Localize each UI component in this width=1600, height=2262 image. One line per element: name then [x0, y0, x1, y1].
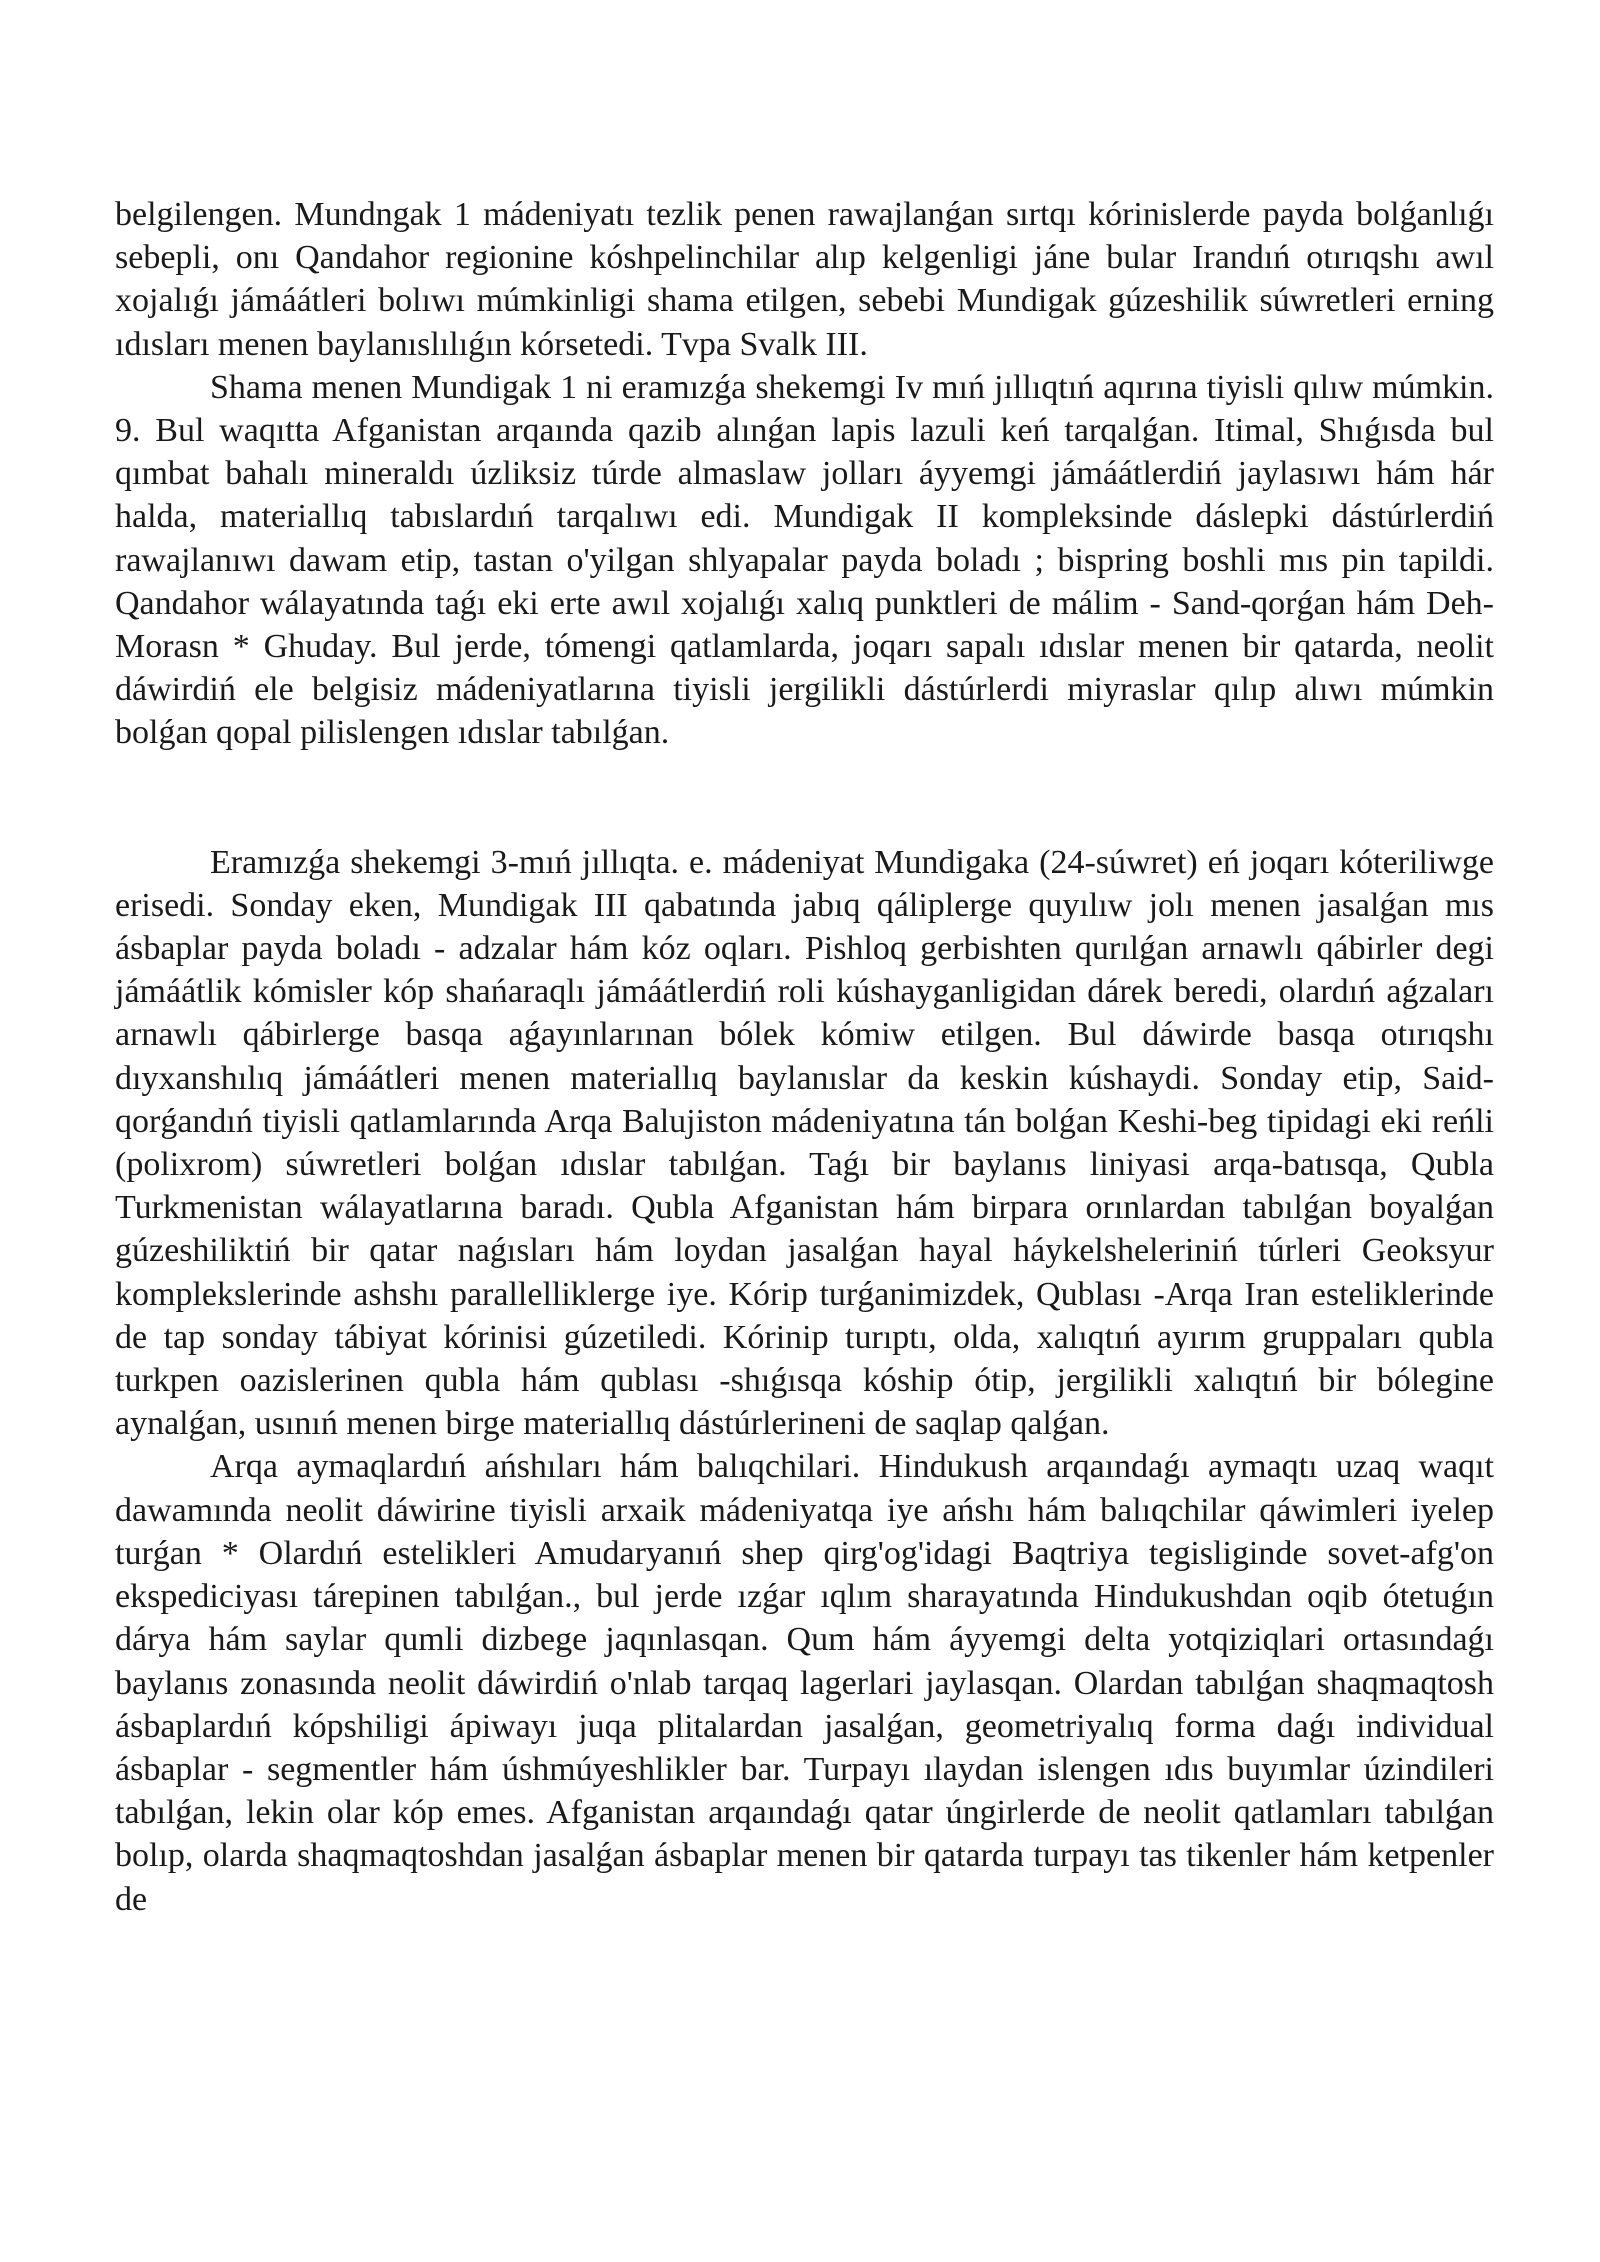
paragraph-mundigak-one: Shama menen Mundigak 1 ni eramızǵa shekemgi Iv mıń jıllıqtıń aqırına tiyisli qılıw múmkin. 9. Bul waqıtta Afganistan arqaında qazib alınǵan lapis lazuli keń tarqalǵan. Itimal, Shıǵısda bul qımbat bahalı mineraldı úzliksiz túrde almaslaw jolları áyyemgi jámáátlerdiń jaylasıwı hám hár halda, materiallıq tabıslardıń tarqalıwı edi. Mundigak II kompleksinde dáslepki dástúrlerdiń rawajlanıwı dawam etip, tastan o'yilgan shlyapalar payda boladı ; bispring boshli mıs pin tapildi. Qandahor wálayatında taǵı eki erte awıl xojalıǵı xalıq punktleri de málim - Sand-qorǵan hám Deh-Morasn * Ghuday. Bul jerde, tómengi qatlamlarda, joqarı sapalı ıdıslar menen bir qatarda, neolit dáwirdiń ele belgisiz mádeniyatlarına tiyisli jergilikli dástúrlerdi miyraslar qılıp alıwı múmkin bolǵan qopal pilislengen ıdıslar tabılǵan. [115, 368, 1494, 752]
paragraph-continuation: belgilengen. Mundngak 1 mádeniyatı tezlik penen rawajlanǵan sırtqı kórinislerde payda bolǵanlıǵı sebepli, onı Qandahor regionine kóshpelinchilar alıp kelgenligi jáne bular Irandıń otırıqshı awıl xojalıǵı jámáátleri bolıwı múmkinligi shama etilgen, sebebi Mundigak gúzeshilik súwretleri erning ıdısları menen baylanıslılıǵın kórsetedi. Tvpa Svalk III. [115, 196, 1494, 363]
paragraph-gap [115, 755, 1494, 841]
paragraph-third-millennium: Eramızǵa shekemgi 3-mıń jıllıqta. e. mádeniyat Mundigaka (24-súwret) eń joqarı kóteriliwge erisedi. Sonday eken, Mundigak III qabatında jabıq qáliplerge quyılıw jolı menen jasalǵan mıs ásbaplar payda boladı - adzalar hám kóz oqları. Pishloq gerbishten qurılǵan arnawlı qábirler degi jámáátlik kómisler kóp shańaraqlı jámáátlerdiń roli kúshayganligidan dárek beredi, olardıń aǵzaları arnawlı qábirlerge basqa aǵayınlarınan bólek kómiw etilgen. Bul dáwirde basqa otırıqshı dıyxanshılıq jámáátleri menen materiallıq baylanıslar da keskin kúshaydi. Sonday etip, Said-qorǵandıń tiyisli qatlamlarında Arqa Balujiston mádeniyatına tán bolǵan Keshi-beg tipidagi eki reńli (polixrom) súwretleri bolǵan ıdıslar tabılǵan. Taǵı bir baylanıs liniyasi arqa-batısqa, Qubla Turkmenistan wálayatlarına baradı. Qubla Afganistan hám birpara orınlardan tabılǵan boyalǵan gúzeshiliktiń bir qatar naǵısları hám loydan jasalǵan hayal háykelsheleriniń túrleri Geoksyur komplekslerinde ashshı parallelliklerge iye. Kórip turǵanimizdek, Qublası -Arqa Iran esteliklerinde de tap sonday tábiyat kórinisi gúzetiledi. Kórinip turıptı, olda, xalıqtıń ayırım gruppaları qubla turkpen oazislerinen qubla hám qublası -shıǵısqa kóship ótip, jergilikli xalıqtıń bir bólegine aynalǵan, usınıń menen birge materiallıq dástúrlerineni de saqlap qalǵan. [115, 843, 1494, 1443]
paragraph-northern-hunters: Arqa aymaqlardıń ańshıları hám balıqchilari. Hindukush arqaındaǵı aymaqtı uzaq waqıt dawamında neolit dáwirine tiyisli arxaik mádeniyatqa iye ańshı hám balıqchilar qáwimleri iyelep turǵan * Olardıń estelikleri Amudaryanıń shep qirg'og'idagi Baqtriya tegisliginde sovet-afg'on ekspediciyası tárepinen tabılǵan., bul jerde ızǵar ıqlım sharayatında Hindukushdan oqib ótetuǵın dárya hám saylar qumli dizbege jaqınlasqan. Qum hám áyyemgi delta yotqiziqlari ortasındaǵı baylanıs zonasında neolit dáwirdiń o'nlab tarqaq lagerlari jaylasqan. Olardan tabılǵan shaqmaqtosh ásbaplardıń kópshiligi ápiwayı juqa plitalardan jasalǵan, geometriyalıq forma daǵı individual ásbaplar - segmentler hám úshmúyeshlikler bar. Turpayı ılaydan islengen ıdıs buyımlar úzindileri tabılǵan, lekin olar kóp emes. Afganistan arqaındaǵı qatar úngirlerde de neolit qatlamları tabılǵan bolıp, olarda shaqmaqtoshdan jasalǵan ásbaplar menen bir qatarda turpayı tas tikenler hám ketpenler de [115, 1448, 1494, 1918]
document-body [115, 193, 1494, 1921]
